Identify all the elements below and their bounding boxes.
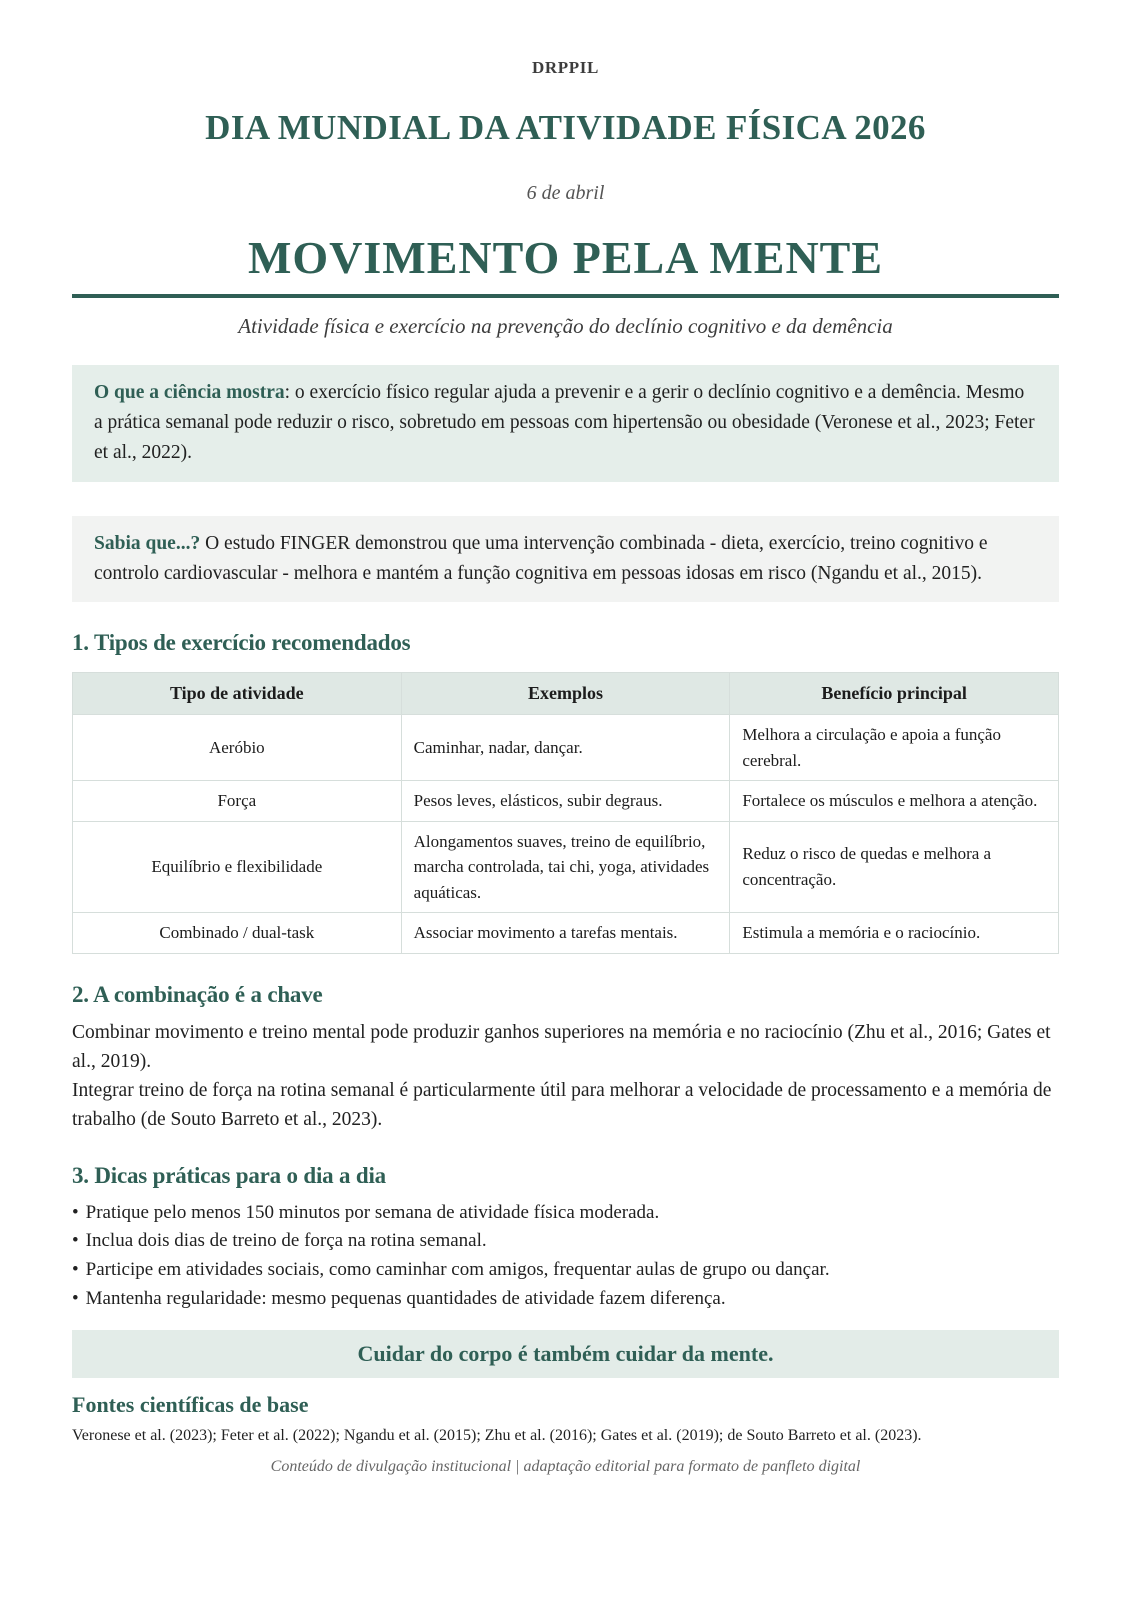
title-divider bbox=[72, 294, 1059, 298]
didyouknow-callout-text: O estudo FINGER demonstrou que uma intervenção combinada - dieta, exercício, treino cognitivo e controlo cardiovascular - melhora e mantém a função cognitiva em pessoas idosas em risco (Ngandu et al., 2015). bbox=[94, 532, 988, 584]
table-row-combined bbox=[73, 913, 1059, 954]
didyouknow-callout-lead: Sabia que...? bbox=[94, 532, 201, 554]
sources-heading: Fontes científicas de base bbox=[72, 1392, 309, 1418]
exercise-table bbox=[72, 672, 1059, 954]
cell-examples: Caminhar, nadar, dançar. bbox=[401, 715, 730, 781]
footer-note: Conteúdo de divulgação institucional | adaptação editorial para formato de panfleto digital bbox=[270, 1458, 861, 1476]
tip-text: Inclua dois dias de treino de força na rotina semanal. bbox=[85, 1230, 487, 1252]
column-header-benefit: Benefício principal bbox=[730, 673, 1059, 715]
section-2-heading: 2. A combinação é a chave bbox=[72, 981, 323, 1007]
cell-activity-type: Combinado / dual-task bbox=[73, 913, 402, 954]
cell-benefit: Estimula a memória e o raciocínio. bbox=[730, 913, 1059, 954]
cell-benefit: Reduz o risco de quedas e melhora a concentração. bbox=[730, 821, 1059, 913]
table-row-balance bbox=[73, 821, 1059, 913]
paragraph: Combinar movimento e treino mental pode produzir ganhos superiores na memória e no raciocínio (Zhu et al., 2016; Gates et al., 2019). bbox=[72, 1021, 1051, 1072]
tip-item bbox=[72, 1199, 1059, 1228]
science-callout-lead: O que a ciência mostra bbox=[94, 382, 285, 403]
cell-activity-type: Aeróbio bbox=[73, 715, 402, 781]
cell-activity-type: Força bbox=[73, 781, 402, 822]
table-header-row bbox=[73, 673, 1059, 715]
cell-benefit: Melhora a circulação e apoia a função cerebral. bbox=[730, 715, 1059, 781]
event-title: DIA MUNDIAL DA ATIVIDADE FÍSICA 2026 bbox=[205, 108, 926, 147]
cell-examples: Alongamentos suaves, treino de equilíbrio, marcha controlada, tai chi, yoga, atividades aquáticas. bbox=[401, 821, 730, 913]
bullet-glyph: • bbox=[72, 1201, 79, 1223]
event-date: 6 de abril bbox=[526, 182, 605, 204]
org-label: DRPPIL bbox=[532, 58, 599, 77]
quote-banner: Cuidar do corpo é também cuidar da mente. bbox=[72, 1330, 1059, 1378]
tip-item bbox=[72, 1256, 1059, 1285]
bullet-glyph: • bbox=[72, 1288, 79, 1310]
tips-list bbox=[72, 1199, 1059, 1315]
sources-text: Veronese et al. (2023); Feter et al. (2022); Ngandu et al. (2015); Zhu et al. (2016); Gates et al. (2019); de Souto Barreto et al. (2023). bbox=[72, 1427, 922, 1445]
page-content bbox=[0, 58, 1131, 1476]
tip-text: Mantenha regularidade: mesmo pequenas quantidades de atividade fazem diferença. bbox=[85, 1288, 726, 1310]
science-callout-text: : o exercício físico regular ajuda a prevenir e a gerir o declínio cognitivo e a demência. Mesmo a prática semanal pode reduzir o risco, sobretudo em pessoas com hipertensão ou obesidade (Veronese et al., 2023; Feter et al., 2022). bbox=[94, 382, 1035, 464]
tip-item bbox=[72, 1227, 1059, 1256]
cell-benefit: Fortalece os músculos e melhora a atenção. bbox=[730, 781, 1059, 822]
column-header-examples: Exemplos bbox=[401, 673, 730, 715]
section-1-heading: 1. Tipos de exercício recomendados bbox=[72, 630, 411, 656]
science-callout-box bbox=[72, 365, 1059, 482]
subtitle: Atividade física e exercício na prevenção do declínio cognitivo e da demência bbox=[238, 314, 893, 338]
section-3-heading: 3. Dicas práticas para o dia a dia bbox=[72, 1162, 386, 1188]
didyouknow-callout-box bbox=[72, 516, 1059, 602]
table-row-strength bbox=[73, 781, 1059, 822]
bullet-glyph: • bbox=[72, 1230, 79, 1252]
page-title: MOVIMENTO PELA MENTE bbox=[247, 232, 884, 283]
cell-activity-type: Equilíbrio e flexibilidade bbox=[73, 821, 402, 913]
bullet-glyph: • bbox=[72, 1259, 79, 1281]
column-header-activity-type: Tipo de atividade bbox=[73, 673, 402, 715]
section-2-body bbox=[72, 1018, 1059, 1135]
cell-examples: Pesos leves, elásticos, subir degraus. bbox=[401, 781, 730, 822]
tip-item bbox=[72, 1285, 1059, 1314]
table-row-aerobic bbox=[73, 715, 1059, 781]
cell-examples: Associar movimento a tarefas mentais. bbox=[401, 913, 730, 954]
tip-text: Participe em atividades sociais, como caminhar com amigos, frequentar aulas de grupo ou dançar. bbox=[85, 1259, 830, 1281]
tip-text: Pratique pelo menos 150 minutos por semana de atividade física moderada. bbox=[85, 1201, 660, 1223]
paragraph: Integrar treino de força na rotina semanal é particularmente útil para melhorar a velocidade de processamento e a memória de trabalho (de Souto Barreto et al., 2023). bbox=[72, 1080, 1052, 1131]
